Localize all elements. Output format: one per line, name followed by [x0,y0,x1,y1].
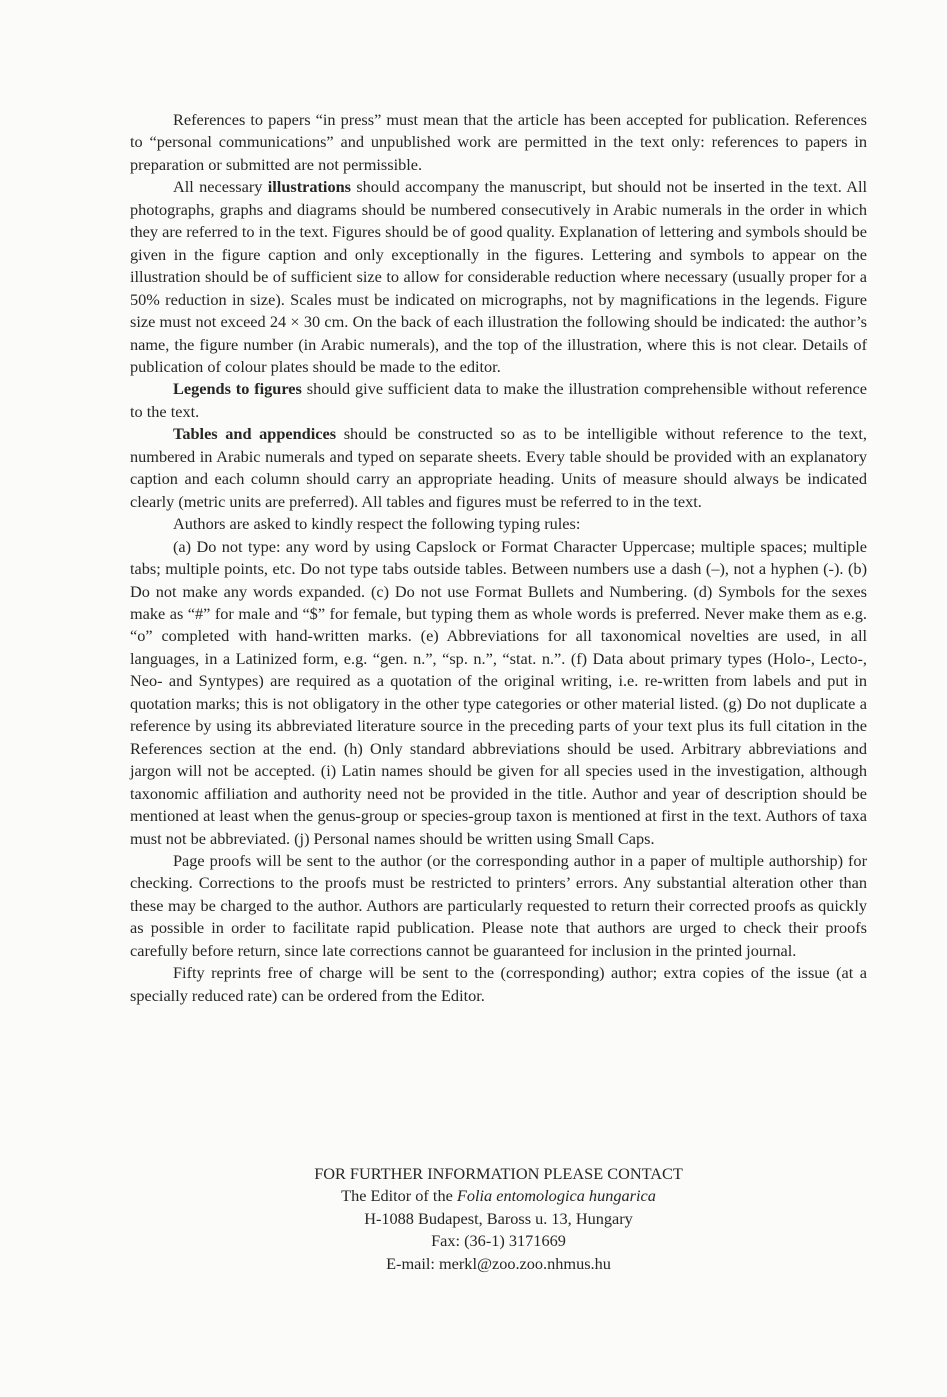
paragraph-legends [130,378,867,423]
illustrations-lead: All necessary [173,177,268,197]
paragraph-typing-rules: (a) Do not type: any word by using Capslock or Format Character Uppercase; multiple spaces; multiple tabs; multiple points, etc. Do not type tabs outside tables. Between numbers use a dash (–), not a hyphen (-). (b) Do not make any words expanded. (c) Do not use Format Bullets and Numbering. (d) Symbols for the sexes make as “#” for male and “$” for female, but typing them as whole words is preferred. Never make them as e.g. “o” completed with hand-written marks. (e) Abbreviations for all taxonomical novelties are used, in all languages, in a Latinized form, e.g. “gen. n.”, “sp. n.”, “stat. n.”. (f) Data about primary types (Holo-, Lecto-, Neo- and Syntypes) are required as a quotation of the original writing, i.e. re-written from labels and put in quotation marks; this is not obligatory in the other type categories or other material listed. (g) Do not duplicate a reference by using its abbreviated literature source in the preceding parts of your text plus its full citation in the References section at the end. (h) Only standard abbreviations should be used. Arbitrary abbreviations and jargon will not be accepted. (i) Latin names should be given for all species used in the investigation, although taxonomic affiliation and authority need not be provided in the title. Author and year of description should be mentioned at least when the genus-group or species-group taxon is mentioned at first in the text. Authors of taxa must not be abbreviated. (j) Personal names should be written using Small Caps. [130,536,867,848]
paragraph-proofs: Page proofs will be sent to the author (or the corresponding author in a paper of multiple authorship) for checking. Corrections to the proofs must be restricted to printers’ errors. Any substantial alteration other than these may be charged to the author. Authors are particularly requested to return their corrected proofs as quickly as possible in order to facilitate rapid publication. Please note that authors are urged to check their proofs carefully before return, since late corrections cannot be guaranteed for inclusion in the printed journal. [130,850,867,960]
contact-block [130,1163,867,1275]
contact-fax: Fax: (36-1) 3171669 [431,1231,566,1251]
contact-editor-lead: The Editor of the [341,1186,457,1206]
paragraph-illustrations [130,176,867,378]
tables-text: should be constructed so as to be intelligible without reference to the text, numbered in Arabic numerals and typed on separate sheets. Every table should be provided with an explanatory caption and each column should carry an appropriate heading. Units of measure should always be indicated clearly (metric units are preferred). All tables and figures must be referred to in the text. [130,424,868,511]
paragraph-references: References to papers “in press” must mean that the article has been accepted for publication. References to “personal communications” and unpublished work are permitted in the text only: references to papers in preparation or submitted are not permissible. [130,110,867,174]
paragraph-reprints: Fifty reprints free of charge will be sent to the (corresponding) author; extra copies of the issue (at a specially reduced rate) can be ordered from the Editor. [130,963,867,1005]
legends-text: should give sufficient data to make the illustration comprehensible without reference to the text. [130,379,867,421]
contact-editor-line [130,1185,867,1207]
paragraph-typing-intro: Authors are asked to kindly respect the following typing rules: [173,514,581,534]
legends-term: Legends to figures [173,379,302,399]
illustrations-term: illustrations [267,177,351,197]
instructions-body [130,109,867,1007]
illustrations-text: should accompany the manuscript, but should not be inserted in the text. All photographs, graphs and diagrams should be numbered consecutively in Arabic numerals in the order in which they are referred to in the text. Figures should be of good quality. Explanation of lettering and symbols should be given in the figure caption and only exceptionally in the figures. Lettering and symbols to appear on the illustration should be of sufficient size to allow for considerable reduction where necessary (usually proper for a 50% reduction in size). Scales must be indicated on micrographs, not by magnifications in the legends. Figure size must not exceed 24 × 30 cm. On the back of each illustration the following should be indicated: the author’s name, the figure number (in Arabic numerals), and the top of the illustration, where this is not clear. Details of publication of colour plates should be made to the editor. [130,177,867,376]
tables-term: Tables and appendices [173,424,337,444]
journal-name: Folia entomologica hungarica [456,1186,656,1206]
contact-email: E-mail: merkl@zoo.zoo.nhmus.hu [386,1253,611,1273]
contact-address: H-1088 Budapest, Baross u. 13, Hungary [364,1208,633,1228]
contact-heading: FOR FURTHER INFORMATION PLEASE CONTACT [314,1164,683,1183]
paragraph-tables [130,423,867,513]
